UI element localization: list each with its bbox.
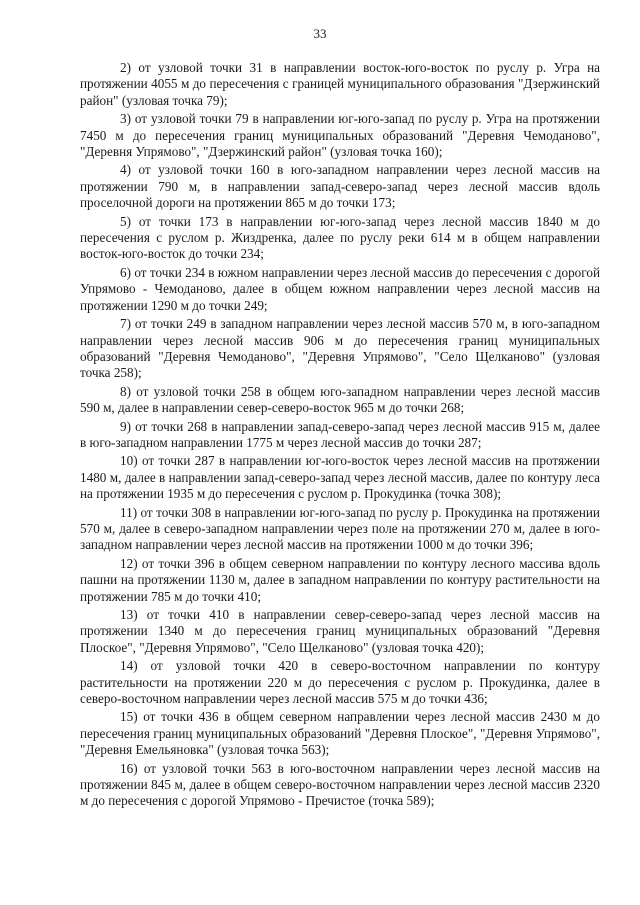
boundary-paragraph-16: 16) от узловой точки 563 в юго-восточном направлении через лесной массив на протяжении 845 м, далее в общем северо-восточном направлении через лесной массив 2320 м до пересечения с дорогой Упрямово - Пречистое (точка 589); (80, 760, 600, 809)
document-body (80, 60, 600, 812)
boundary-paragraph-9: 9) от точки 268 в направлении запад-северо-запад через лесной массив 915 м, далее в юго-западном направлении 1775 м через лесной массив до точки 287; (80, 418, 600, 450)
boundary-paragraph-7: 7) от точки 249 в западном направлении через лесной массив 570 м, в юго-западном направлении через лесной массив 906 м до пересечения границ муниципальных образований "Деревня Чемоданово", "Деревня Упрямово", "Село Щелканово" (узловая точка 258); (80, 316, 600, 381)
boundary-paragraph-5: 5) от точки 173 в направлении юг-юго-запад через лесной массив 1840 м до пересечения с руслом р. Жиздренка, далее по руслу реки 614 м в общем направлении восток-юго-восток до точки 234; (80, 213, 600, 262)
boundary-paragraph-10: 10) от точки 287 в направлении юг-юго-восток через лесной массив на протяжении 1480 м, далее в направлении запад-северо-запад через лесной массив, далее по контуру леса на протяжении 1935 м до пересечения с руслом р. Прокудинка (точка 308); (80, 453, 600, 502)
boundary-paragraph-11: 11) от точки 308 в направлении юг-юго-запад по руслу р. Прокудинка на протяжении 570 м, далее в северо-западном направлении через поле на протяжении 270 м, далее в юго-западном направлении через лесной массив на протяжении 1000 м до точки 396; (80, 504, 600, 553)
boundary-paragraph-6: 6) от точки 234 в южном направлении через лесной массив до пересечения с дорогой Упрямово - Чемоданово, далее в общем южном направлении через лесной массив на протяжении 1290 м до точки 249; (80, 264, 600, 313)
boundary-paragraph-2: 2) от узловой точки 31 в направлении восток-юго-восток по руслу р. Угра на протяжении 4055 м до пересечения с границей муниципального образования "Дзержинский район" (узловая точка 79); (80, 60, 600, 108)
boundary-paragraph-3: 3) от узловой точки 79 в направлении юг-юго-запад по руслу р. Угра на протяжении 7450 м до пересечения границ муниципальных образований "Деревня Чемоданово", "Деревня Упрямово", "Дзержинский район" (узловая точка 160); (80, 111, 600, 160)
boundary-paragraph-13: 13) от точки 410 в направлении север-северо-запад через лесной массив на протяжении 1340 м до пересечения границ муниципальных образований "Деревня Плоское", "Деревня Упрямово", "Село Щелканово" (узловая точка 420); (80, 607, 600, 655)
page-number: 33 (313, 26, 327, 41)
boundary-paragraph-14: 14) от узловой точки 420 в северо-восточном направлении по контуру растительности на протяжении 220 м до пересечения с руслом р. Прокудинка, далее в северо-восточном направлении через лесной массив 575 м до точки 436; (80, 658, 600, 707)
boundary-paragraph-12: 12) от точки 396 в общем северном направлении по контуру лесного массива вдоль пашни на протяжении 1130 м, далее в западном направлении по контуру растительности на протяжении 785 м до точки 410; (80, 555, 600, 604)
boundary-paragraph-8: 8) от узловой точки 258 в общем юго-западном направлении через лесной массив 590 м, далее в направлении север-северо-восток 965 м до точки 268; (80, 383, 600, 416)
boundary-paragraph-15: 15) от точки 436 в общем северном направлении через лесной массив 2430 м до пересечения границ муниципальных образований "Деревня Плоское", "Деревня Упрямово", "Деревня Емельяновка" (узловая точка 563); (80, 709, 600, 758)
boundary-paragraph-4: 4) от узловой точки 160 в юго-западном направлении через лесной массив на протяжении 790 м, в направлении запад-северо-запад через лесной массив вдоль проселочной дороги на протяжении 865 м до точки 173; (80, 162, 600, 211)
